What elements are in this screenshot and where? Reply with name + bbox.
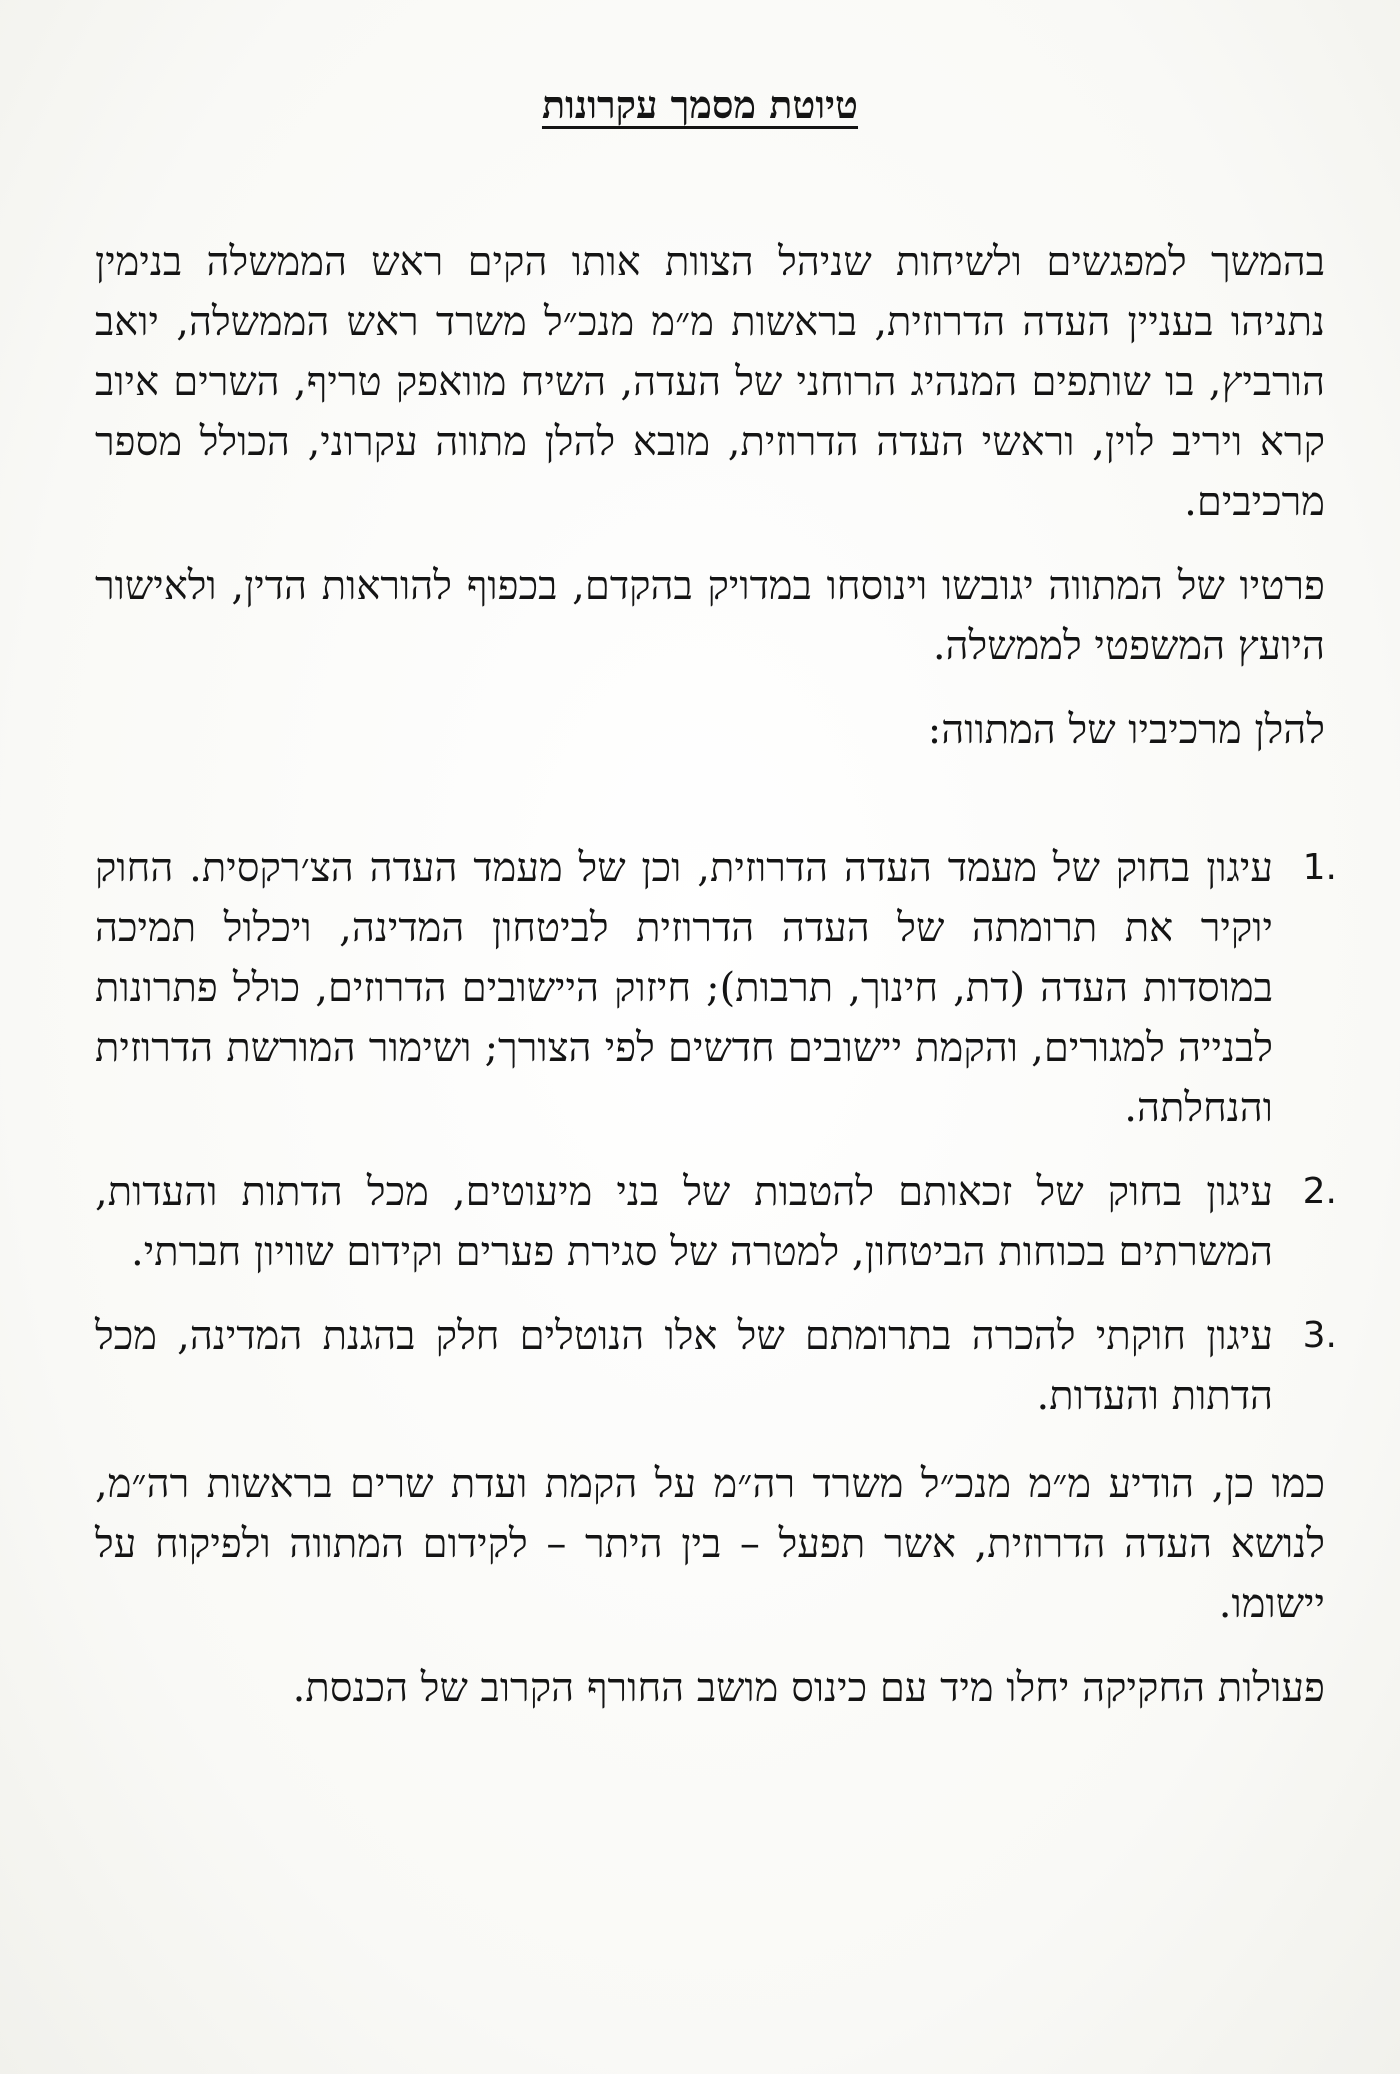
list-item-number: 1. [1302, 847, 1337, 888]
document-title [0, 82, 1400, 128]
components-intro-paragraph: להלן מרכיביו של המתווה: [927, 707, 1325, 753]
list-item-text: עיגון בחוק של זכאותם להטבות של בני מיעוטים, מכל הדתות והעדות, המשרתים בכוחות הביטחון, למטרה של סגירת פערים וקידום שוויון חברתי. [95, 1169, 1273, 1275]
list-item-number: 3. [1302, 1315, 1337, 1356]
intro-paragraph: בהמשך למפגשים ולשיחות שניהל הצוות אותו הקים ראש הממשלה בנימין נתניהו בעניין העדה הדרוזית, בראשות מ״מ מנכ״ל משרד ראש הממשלה, יואב הורביץ, בו שותפים המנהיג הרוחני של העדה, השיח מוואפק טריף, השרים איוב קרא ויריב לוין, וראשי העדה הדרוזית, מובא להלן מתווה עקרוני, הכולל מספר מרכיבים. [95, 239, 1325, 525]
list-item-text: עיגון חוקתי להכרה בתרומתם של אלו הנוטלים חלק בהגנת המדינה, מכל הדתות והעדות. [95, 1313, 1273, 1419]
list-item [95, 838, 1337, 1138]
legislation-paragraph: פעולות החקיקה יחלו מיד עם כינוס מושב החורף הקרוב של הכנסת. [292, 1665, 1325, 1711]
document-body [95, 232, 1337, 1742]
list-item [95, 1306, 1337, 1426]
components-list [95, 838, 1337, 1426]
list-item-number: 2. [1302, 1171, 1337, 1212]
list-item-text: עיגון בחוק של מעמד העדה הדרוזית, וכן של מעמד העדה הצ׳רקסית. החוק יוקיר את תרומתה של העדה הדרוזית לביטחון המדינה, ויכלול תמיכה במוסדות העדה (דת, חינוך, תרבות); חיזוק היישובים הדרוזים, כולל פתרונות לבנייה למגורים, והקמת יישובים חדשים לפי הצורך; ושימור המורשת הדרוזית והנחלתה. [95, 845, 1273, 1131]
list-item [95, 1162, 1337, 1282]
committee-paragraph: כמו כן, הודיע מ״מ מנכ״ל משרד רה״מ על הקמת ועדת שרים בראשות רה״מ, לנושא העדה הדרוזית, אשר תפעל – בין היתר – לקידום המתווה ולפיקוח על יישומו. [95, 1461, 1325, 1627]
conditions-paragraph: פרטיו של המתווה יגובשו וינוסחו במדויק בהקדם, בכפוף להוראות הדין, ולאישור היועץ המשפטי לממשלה. [95, 563, 1325, 669]
document-title-text: טיוטת מסמך עקרונות [541, 82, 859, 127]
